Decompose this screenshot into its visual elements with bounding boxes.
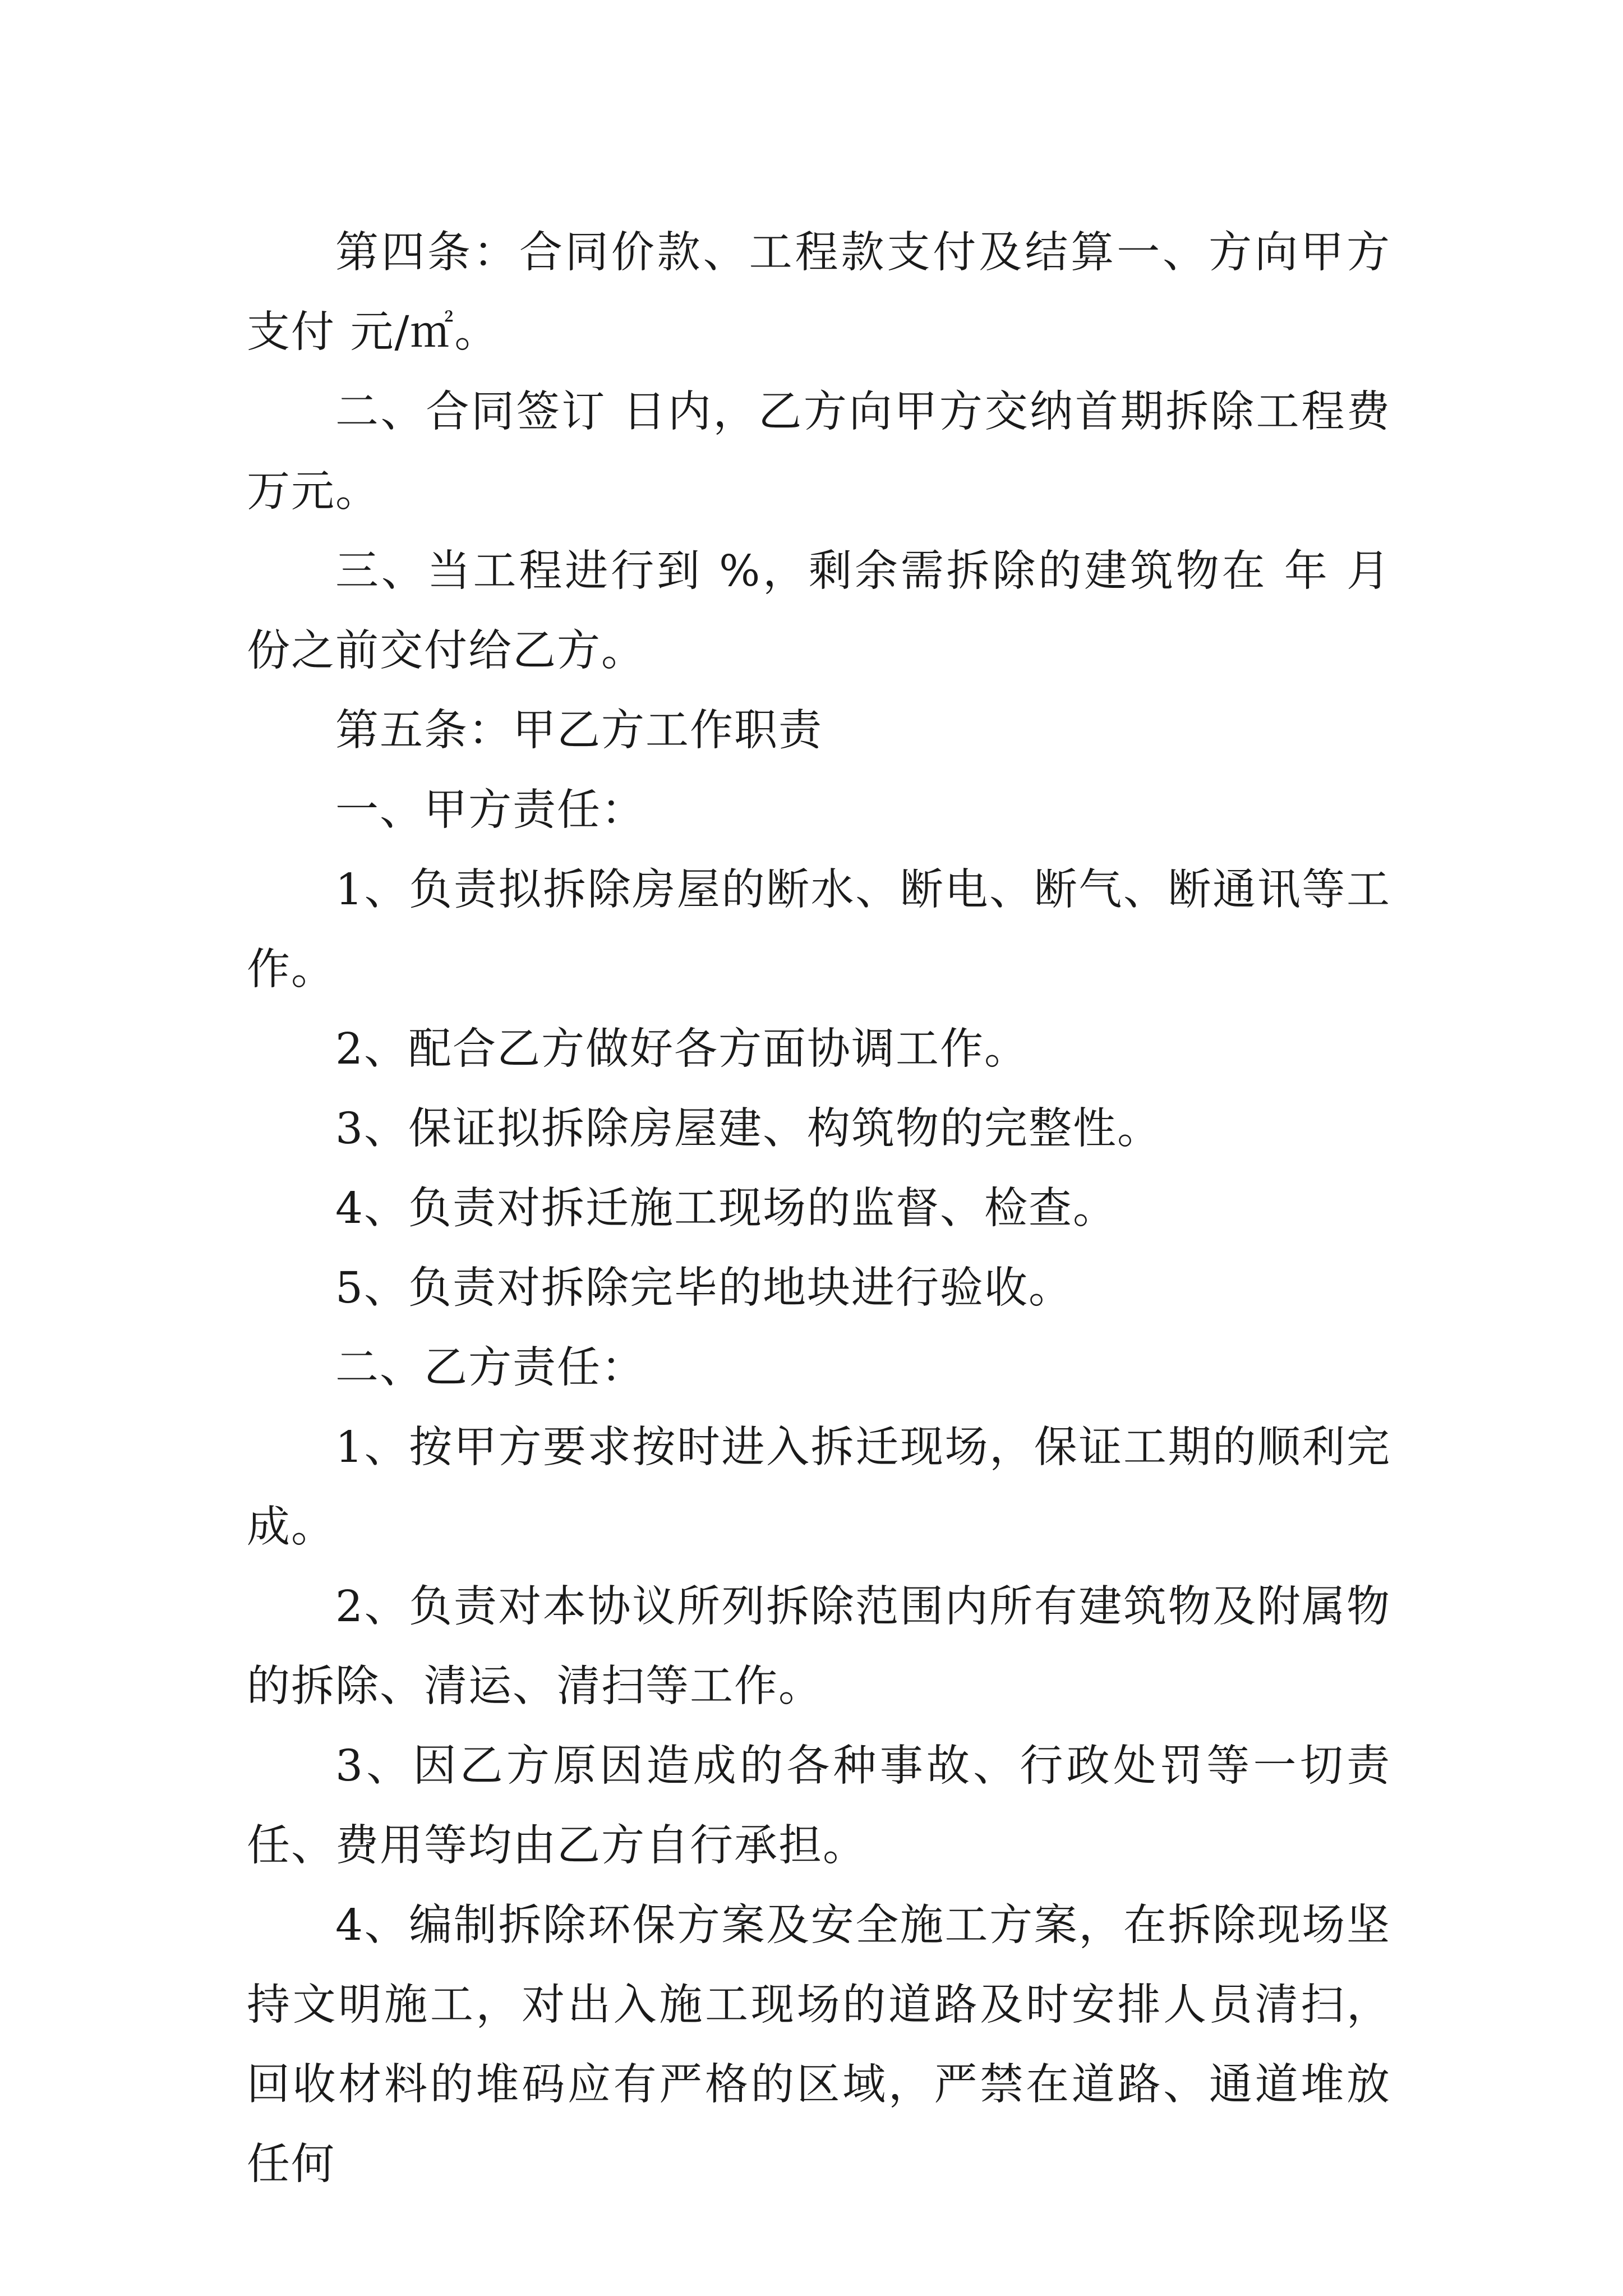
paragraph-party-a-heading: 一、甲方责任： <box>335 785 645 835</box>
paragraph-party-b-heading: 二、乙方责任： <box>335 1343 645 1393</box>
document-body <box>247 213 1391 2205</box>
paragraph-party-a-item-3: 3、保证拟拆除房屋建、构筑物的完整性。 <box>335 1104 1161 1154</box>
paragraph-item-2-payment: 二、合同签订 日内，乙方向甲方交纳首期拆除工程费 万元。 <box>247 387 1391 517</box>
paragraph-party-b-item-2: 2、负责对本协议所列拆除范围内所有建筑物及附属物的拆除、清运、清扫等工作。 <box>247 1582 1391 1711</box>
paragraph-party-b-item-3: 3、因乙方原因造成的各种事故、行政处罚等一切责任、费用等均由乙方自行承担。 <box>247 1741 1391 1871</box>
paragraph-party-a-item-1: 1、负责拟拆除房屋的断水、断电、断气、断通讯等工作。 <box>247 865 1391 995</box>
paragraph-party-b-item-4: 4、编制拆除环保方案及安全施工方案，在拆除现场坚持文明施工，对出入施工现场的道路及时安排人员清扫，回收材料的堆码应有严格的区域，严禁在道路、通道堆放任何 <box>247 1901 1391 2189</box>
paragraph-party-a-item-5: 5、负责对拆除完毕的地块进行验收。 <box>335 1263 1073 1313</box>
paragraph-item-3-handover: 三、当工程进行到 %，剩余需拆除的建筑物在 年 月份之前交付给乙方。 <box>247 546 1391 676</box>
paragraph-party-a-item-2: 2、配合乙方做好各方面协调工作。 <box>335 1024 1029 1074</box>
paragraph-party-b-item-1: 1、按甲方要求按时进入拆迁现场，保证工期的顺利完成。 <box>247 1423 1391 1552</box>
paragraph-article-4: 第四条：合同价款、工程款支付及结算一、方向甲方支付 元/㎡。 <box>247 228 1391 357</box>
paragraph-party-a-item-4: 4、负责对拆迁施工现场的监督、检查。 <box>335 1184 1117 1234</box>
paragraph-article-5-heading: 第五条：甲乙方工作职责 <box>335 706 823 756</box>
